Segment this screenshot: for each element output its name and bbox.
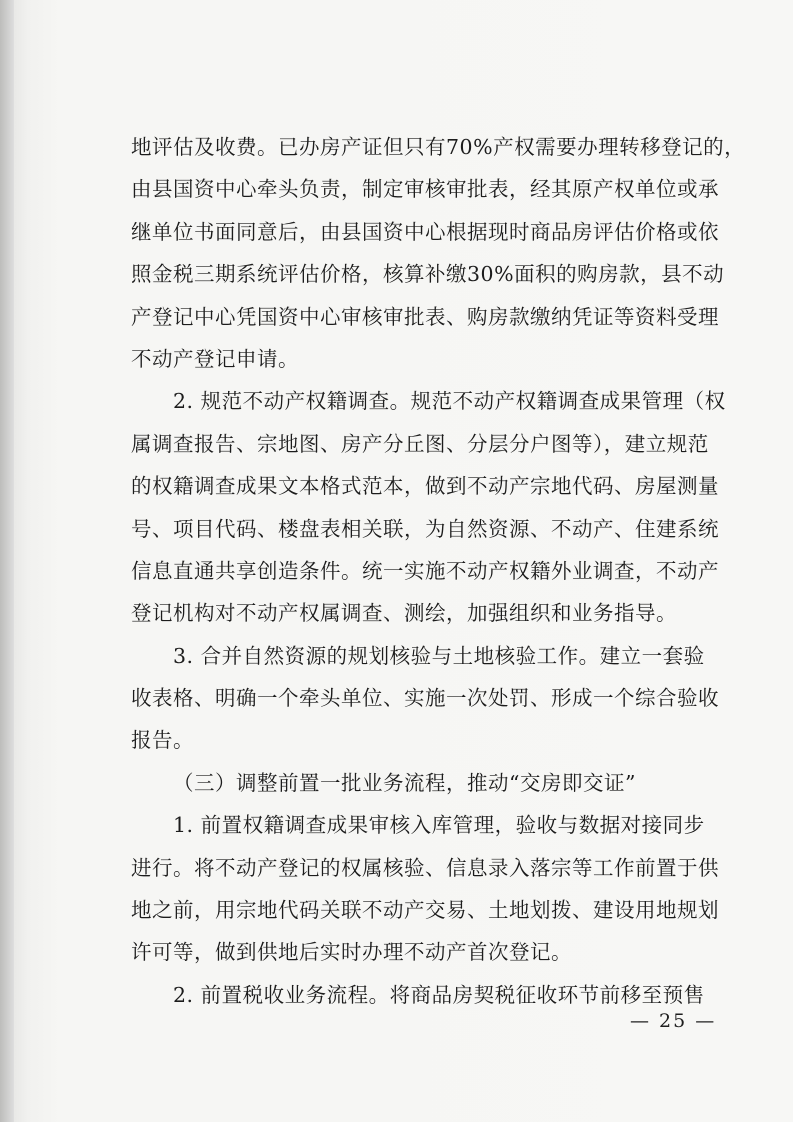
- paragraph-start-line: 2. 规范不动产权籍调查。规范不动产权籍调查成果管理（权: [173, 389, 726, 414]
- text-line: 不动产登记申请。: [131, 346, 299, 371]
- text-line: 照金税三期系统评估价格，核算补缴30%面积的购房款，县不动: [131, 262, 725, 287]
- page-number: — 25 —: [630, 1010, 717, 1032]
- text-line: 属调查报告、宗地图、房产分丘图、分层分户图等），建立规范: [131, 431, 709, 456]
- text-line: 继单位书面同意后，由县国资中心根据现时商品房评估价格或依: [131, 219, 719, 244]
- body-text: [131, 126, 746, 1016]
- text-line: 地评估及收费。已办房产证但只有70%产权需要办理转移登记的，: [131, 135, 746, 159]
- paragraph-start-line: 2. 前置税收业务流程。将商品房契税征收环节前移至预售: [173, 982, 705, 1007]
- binding-edge: [0, 0, 14, 1122]
- text-line: 号、项目代码、楼盘表相关联，为自然资源、不动产、住建系统: [131, 516, 719, 541]
- text-line: 登记机构对不动产权属调查、测绘，加强组织和业务指导。: [131, 601, 677, 626]
- section-heading: （三）调整前置一批业务流程，推动“交房即交证”: [173, 770, 636, 795]
- text-line: 进行。将不动产登记的权属核验、信息录入落宗等工作前置于供: [131, 855, 719, 880]
- paragraph-start-line: 1. 前置权籍调查成果审核入库管理，验收与数据对接同步: [173, 813, 705, 838]
- text-line: 许可等，做到供地后实时办理不动产首次登记。: [131, 940, 572, 965]
- text-line: 收表格、明确一个牵头单位、实施一次处罚、形成一个综合验收: [131, 686, 719, 711]
- text-line: 由县国资中心牵头负责，制定审核审批表，经其原产权单位或承: [131, 177, 719, 202]
- paragraph-start-line: 3. 合并自然资源的规划核验与土地核验工作。建立一套验: [173, 643, 705, 668]
- text-line: 产登记中心凭国资中心审核审批表、购房款缴纳凭证等资料受理: [131, 304, 719, 329]
- text-line: 信息直通共享创造条件。统一实施不动产权籍外业调查，不动产: [131, 558, 719, 583]
- text-line: 地之前，用宗地代码关联不动产交易、土地划拨、建设用地规划: [131, 898, 719, 923]
- text-line: 的权籍调查成果文本格式范本，做到不动产宗地代码、房屋测量: [131, 474, 719, 499]
- text-line: 报告。: [131, 728, 194, 753]
